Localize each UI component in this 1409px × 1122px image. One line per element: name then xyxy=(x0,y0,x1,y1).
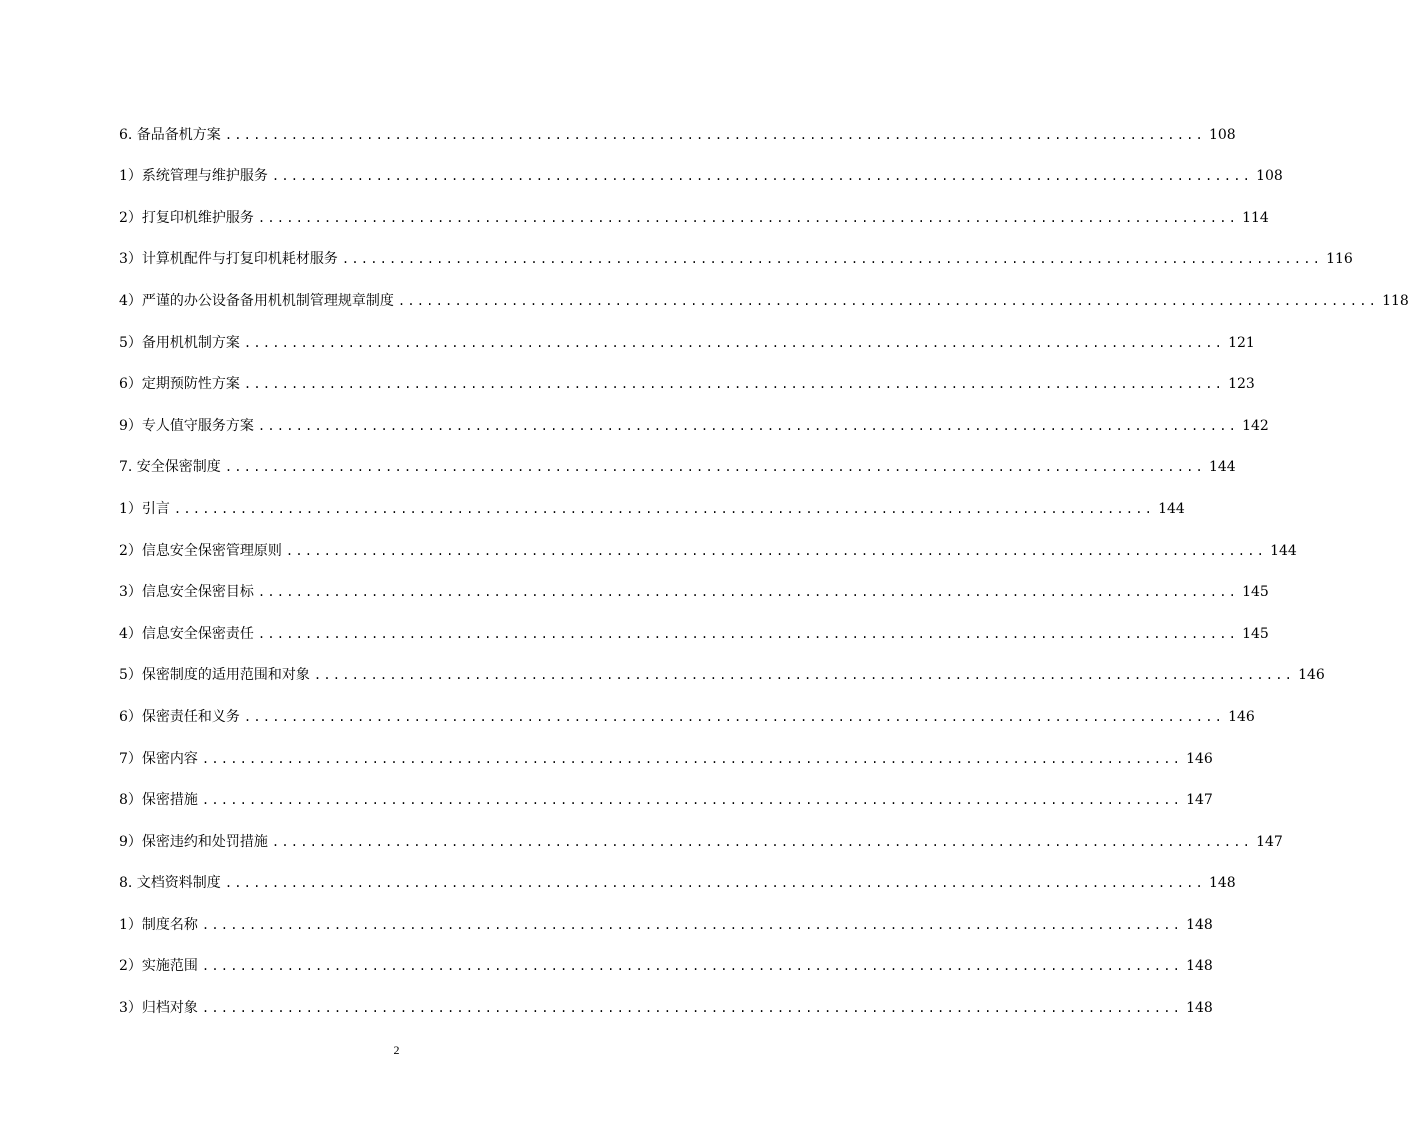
toc-entry[interactable] xyxy=(119,230,1353,272)
toc-entry[interactable] xyxy=(119,313,1255,355)
toc-dot-leader: ........................................................................................................ xyxy=(341,252,1323,267)
toc-entry-title: 5）备用机机制方案 xyxy=(119,334,240,351)
toc-entry-page: 148 xyxy=(1186,958,1213,975)
toc-entry-title: 3）信息安全保密目标 xyxy=(119,584,254,601)
toc-dot-leader: ........................................................................................................ xyxy=(257,626,1239,641)
toc-dot-leader: ........................................................................................................ xyxy=(271,834,1253,849)
toc-entry-title: 1）制度名称 xyxy=(119,916,198,933)
toc-entry-page: 144 xyxy=(1270,542,1297,559)
toc-entry-page: 146 xyxy=(1228,708,1255,725)
table-of-contents xyxy=(119,105,1409,1020)
toc-entry-page: 147 xyxy=(1256,833,1283,850)
toc-dot-leader: ........................................................................................................ xyxy=(257,210,1239,225)
toc-entry-page: 148 xyxy=(1208,875,1236,892)
toc-entry[interactable] xyxy=(119,895,1213,937)
toc-entry[interactable] xyxy=(119,812,1283,854)
toc-entry[interactable] xyxy=(119,771,1213,813)
toc-entry-title: 6）定期预防性方案 xyxy=(119,376,240,393)
toc-dot-leader: ........................................................................................................ xyxy=(201,959,1183,974)
toc-entry-title: 1）系统管理与维护服务 xyxy=(119,168,268,185)
toc-dot-leader: ........................................................................................................ xyxy=(243,709,1225,724)
toc-dot-leader: ........................................................................................................ xyxy=(397,293,1379,308)
toc-entry-page: 148 xyxy=(1186,1000,1213,1017)
toc-entry-title: 4）严谨的办公设备备用机机制管理规章制度 xyxy=(119,292,394,309)
page-number: 2 xyxy=(393,1043,400,1057)
toc-entry-title: 3）归档对象 xyxy=(119,1000,198,1017)
toc-entry-page: 142 xyxy=(1242,417,1269,434)
toc-entry-title: 6. 备品备机方案 xyxy=(119,126,221,143)
toc-entry-page: 114 xyxy=(1242,209,1269,226)
toc-entry-title: 5）保密制度的适用范围和对象 xyxy=(119,667,310,684)
toc-entry-title: 2）打复印机维护服务 xyxy=(119,209,254,226)
toc-entry[interactable] xyxy=(119,854,1236,896)
toc-entry[interactable] xyxy=(119,563,1269,605)
toc-entry-page: 145 xyxy=(1242,625,1269,642)
toc-entry-page: 148 xyxy=(1186,916,1213,933)
toc-dot-leader: ........................................................................................................ xyxy=(285,543,1267,558)
toc-dot-leader: ........................................................................................................ xyxy=(201,1001,1183,1016)
toc-dot-leader: ........................................................................................................ xyxy=(257,585,1239,600)
toc-entry-title: 3）计算机配件与打复印机耗材服务 xyxy=(119,251,338,268)
toc-entry-title: 2）信息安全保密管理原则 xyxy=(119,542,282,559)
toc-entry-page: 121 xyxy=(1228,334,1255,351)
toc-entry[interactable] xyxy=(119,978,1213,1020)
toc-entry-title: 8）保密措施 xyxy=(119,792,198,809)
toc-entry-page: 123 xyxy=(1228,376,1255,393)
toc-dot-leader: ........................................................................................................ xyxy=(224,460,1205,475)
toc-entry-page: 146 xyxy=(1298,667,1325,684)
toc-entry-page: 116 xyxy=(1326,251,1353,268)
toc-entry[interactable] xyxy=(119,521,1297,563)
toc-entry[interactable] xyxy=(119,147,1283,189)
toc-entry-title: 8. 文档资料制度 xyxy=(119,875,221,892)
toc-dot-leader: ........................................................................................................ xyxy=(271,169,1253,184)
toc-dot-leader: ........................................................................................................ xyxy=(224,127,1205,142)
toc-entry-page: 145 xyxy=(1242,584,1269,601)
toc-entry[interactable] xyxy=(119,396,1269,438)
toc-entry-title: 9）保密违约和处罚措施 xyxy=(119,833,268,850)
toc-entry-page: 108 xyxy=(1256,168,1283,185)
toc-dot-leader: ........................................................................................................ xyxy=(201,793,1183,808)
toc-entry-page: 108 xyxy=(1208,126,1236,143)
toc-dot-leader: ........................................................................................................ xyxy=(313,668,1295,683)
toc-entry[interactable] xyxy=(119,646,1325,688)
toc-entry[interactable] xyxy=(119,937,1213,979)
toc-entry[interactable] xyxy=(119,271,1409,313)
toc-entry-title: 7. 安全保密制度 xyxy=(119,459,221,476)
toc-entry-page: 118 xyxy=(1382,292,1409,309)
toc-dot-leader: ........................................................................................................ xyxy=(173,501,1155,516)
toc-entry[interactable] xyxy=(119,687,1255,729)
toc-entry-title: 2）实施范围 xyxy=(119,958,198,975)
toc-entry[interactable] xyxy=(119,438,1236,480)
toc-entry[interactable] xyxy=(119,105,1236,147)
toc-dot-leader: ........................................................................................................ xyxy=(224,876,1205,891)
toc-entry-page: 147 xyxy=(1186,792,1213,809)
toc-dot-leader: ........................................................................................................ xyxy=(201,751,1183,766)
toc-entry-title: 9）专人值守服务方案 xyxy=(119,417,254,434)
toc-entry-title: 7）保密内容 xyxy=(119,750,198,767)
toc-dot-leader: ........................................................................................................ xyxy=(243,335,1225,350)
toc-entry[interactable] xyxy=(119,604,1269,646)
toc-entry-title: 6）保密责任和义务 xyxy=(119,708,240,725)
toc-entry[interactable] xyxy=(119,188,1269,230)
toc-entry-page: 144 xyxy=(1208,459,1236,476)
toc-dot-leader: ........................................................................................................ xyxy=(201,917,1183,932)
toc-dot-leader: ........................................................................................................ xyxy=(257,418,1239,433)
toc-entry[interactable] xyxy=(119,355,1255,397)
toc-entry[interactable] xyxy=(119,479,1185,521)
toc-entry-title: 4）信息安全保密责任 xyxy=(119,625,254,642)
toc-entry-page: 146 xyxy=(1186,750,1213,767)
toc-dot-leader: ........................................................................................................ xyxy=(243,377,1225,392)
toc-entry-page: 144 xyxy=(1158,500,1185,517)
toc-entry[interactable] xyxy=(119,729,1213,771)
toc-entry-title: 1）引言 xyxy=(119,500,170,517)
